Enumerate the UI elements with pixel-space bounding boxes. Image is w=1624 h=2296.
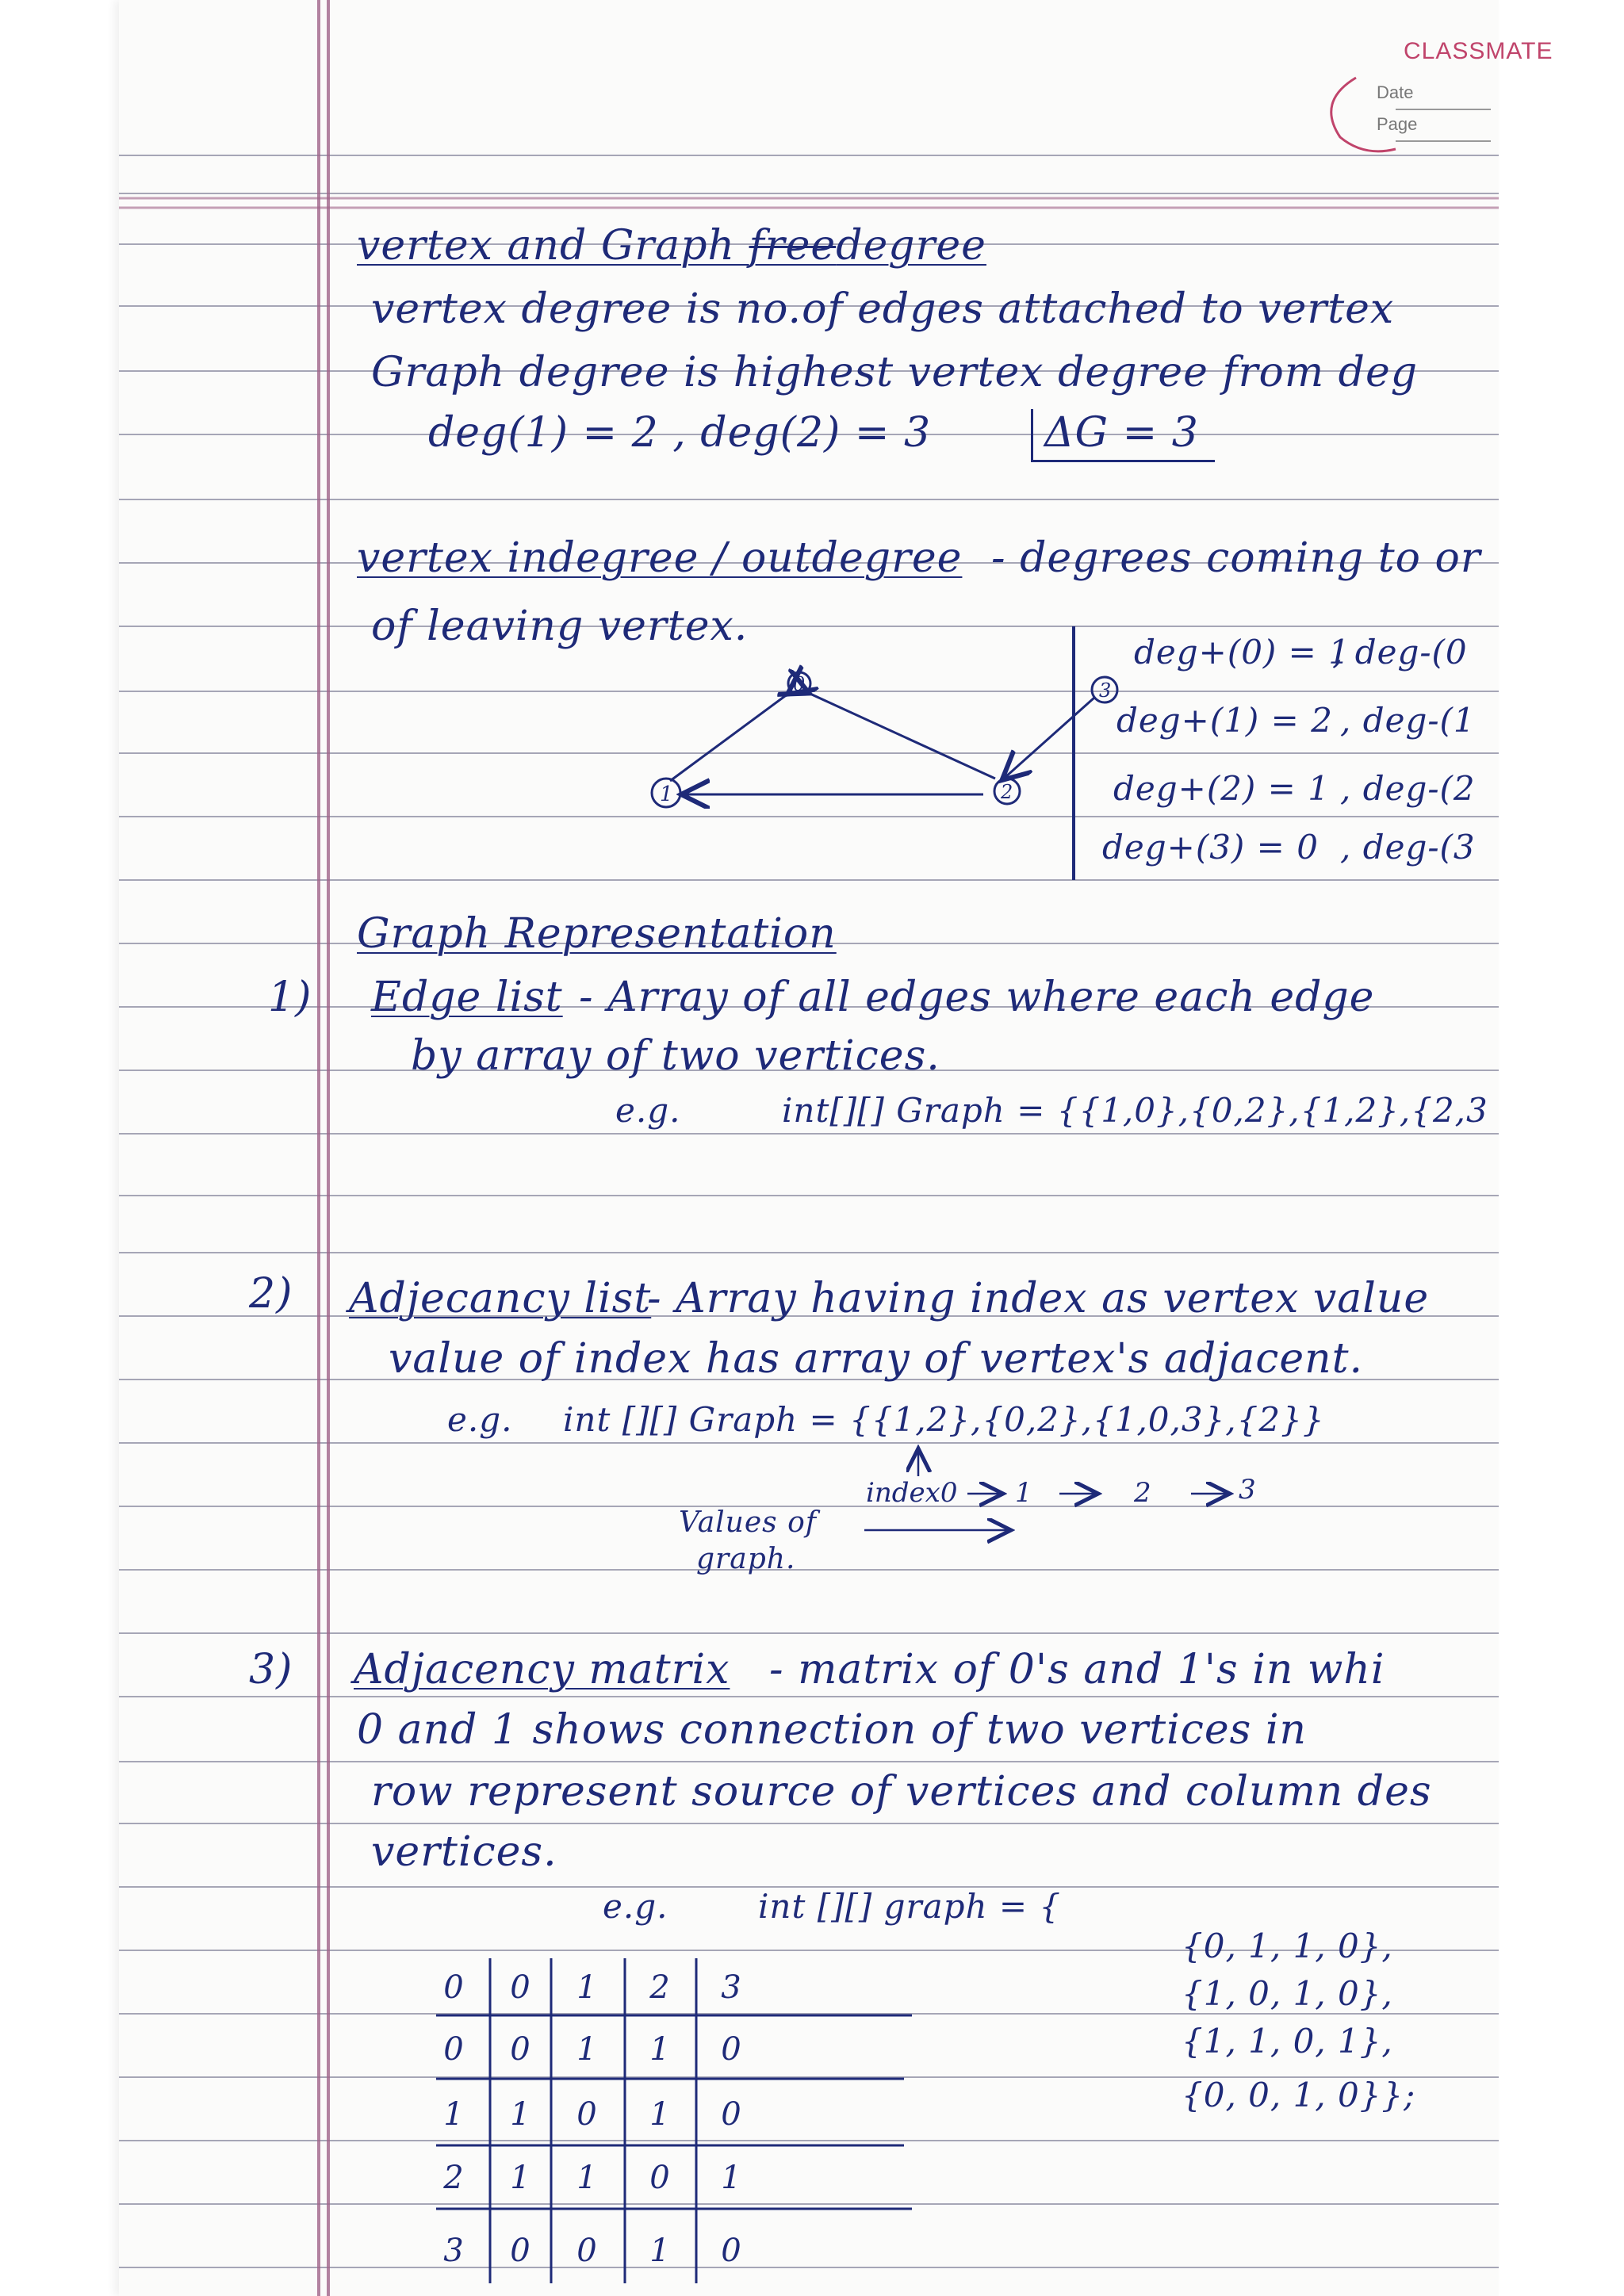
date-label: Date: [1377, 82, 1414, 102]
edge-0-2: [805, 691, 995, 779]
section3-num: 1): [268, 974, 312, 1021]
code-row-1: {1, 0, 1, 0},: [1182, 1974, 1393, 2013]
graph-label: graph.: [696, 1543, 796, 1575]
matrix-header-cell: 2: [649, 1969, 670, 2006]
code-row-2: {1, 1, 0, 1},: [1182, 2022, 1393, 2061]
section5-line1-rest: - matrix of 0's and 1's in whi: [769, 1646, 1385, 1693]
deg-row-1-plus: deg+(1) = 2: [1116, 701, 1333, 740]
brand-swoosh-icon: [1308, 62, 1491, 165]
matrix-row-label: 3: [443, 2233, 464, 2269]
section1-line2: Graph degree is highest vertex degree from deg: [371, 349, 1419, 396]
deg-row-2-minus: , deg-(2: [1340, 769, 1476, 808]
matrix-cell: 0: [721, 2233, 741, 2269]
values-of-label: Values of: [679, 1506, 818, 1539]
struck-word: free: [749, 222, 837, 270]
section5-line3: row represent source of vertices and column des: [371, 1768, 1432, 1816]
deg-row-3-minus: , deg-(3: [1340, 828, 1476, 867]
deg-example: deg(1) = 2 , deg(2) = 3: [428, 409, 932, 457]
node-0-label: 0: [793, 673, 806, 695]
code-row-3: {0, 0, 1, 0}};: [1182, 2076, 1416, 2114]
section5-line4: vertices.: [371, 1828, 557, 1876]
section4-line1-rest: - Array having index as vertex value: [647, 1275, 1430, 1322]
matrix-cell: 0: [576, 2233, 597, 2269]
node-2-label: 2: [1001, 781, 1013, 803]
section2-title: vertex indegree / outdegree: [357, 534, 963, 582]
matrix-cell: 0: [576, 2096, 597, 2133]
edge-1-0: [670, 691, 791, 781]
section3-eg-label: e.g.: [615, 1091, 681, 1130]
matrix-cell: 1: [576, 2031, 597, 2068]
code-row-0: {0, 1, 1, 0},: [1182, 1927, 1393, 1965]
matrix-header-cell: 3: [721, 1969, 741, 2006]
directed-graph-diagram: [626, 658, 1142, 832]
adjacency-matrix-table: [420, 1958, 912, 2291]
section3-line1-rest: - Array of all edges where each edge: [579, 974, 1375, 1021]
matrix-cell: 0: [510, 2233, 530, 2269]
edge-list-term: Edge list: [371, 974, 563, 1021]
section4-eg-code: int [][] Graph = {{1,2},{0,2},{1,0,3},{2}}: [563, 1400, 1325, 1439]
matrix-header-cell: 0: [443, 1969, 464, 2006]
deg-row-2-plus: deg+(2) = 1: [1113, 769, 1330, 808]
section5-eg-code: int [][] graph = {: [758, 1887, 1062, 1926]
section2-title-rest: - degrees coming to or: [991, 534, 1481, 582]
section5-line2: 0 and 1 shows connection of two vertices in: [357, 1706, 1307, 1754]
deg-row-1-minus: , deg-(1: [1340, 701, 1476, 740]
matrix-cell: 0: [510, 2031, 530, 2068]
node-3-label: 3: [1099, 679, 1112, 702]
index-label-0: index0: [866, 1477, 958, 1509]
adjacency-list-term: Adjecancy list: [349, 1275, 652, 1322]
section3-line2: by array of two vertices.: [411, 1032, 940, 1080]
matrix-row-label: 2: [443, 2160, 464, 2196]
section3-eg-code: int[][] Graph = {{1,0},{0,2},{1,2},{2,3: [782, 1091, 1488, 1130]
degree-divider: [1071, 626, 1078, 880]
matrix-cell: 1: [721, 2160, 741, 2196]
matrix-cell: 0: [649, 2160, 670, 2196]
matrix-cell: 1: [649, 2031, 670, 2068]
section5-num: 3): [249, 1646, 293, 1693]
index-label-3: 3: [1239, 1474, 1256, 1506]
section4-line2: value of index has array of vertex's adjacent.: [389, 1335, 1364, 1383]
section1-line1: vertex degree is no.of edges attached to vertex: [371, 285, 1395, 333]
matrix-cell: 1: [510, 2096, 530, 2133]
matrix-cell: 1: [649, 2096, 670, 2133]
matrix-header-cell: 1: [576, 1969, 597, 2006]
adjacency-matrix-term: Adjacency matrix: [354, 1646, 730, 1693]
matrix-header-cell: 0: [510, 1969, 530, 2006]
deg-row-0-plus: deg+(0) = 1: [1134, 633, 1350, 672]
section1-title: vertex and Graph freedegree: [357, 222, 986, 270]
index-arrow-row: [864, 1449, 1499, 1536]
matrix-cell: 1: [510, 2160, 530, 2196]
deg-row-0-minus: , deg-(0: [1332, 633, 1468, 672]
matrix-cell: 1: [649, 2233, 670, 2269]
matrix-cell: 0: [721, 2096, 741, 2133]
section2-line2: of leaving vertex.: [371, 603, 749, 650]
section4-num: 2): [249, 1270, 293, 1318]
section4-eg-label: e.g.: [447, 1400, 513, 1439]
deg-row-3-plus: deg+(3) = 0: [1102, 828, 1319, 867]
notebook-page: [119, 0, 1553, 2296]
matrix-cell: 1: [576, 2160, 597, 2196]
index-label-2: 2: [1134, 1477, 1151, 1509]
brand-logo: CLASSMATE: [1404, 38, 1553, 64]
page-label: Page: [1377, 114, 1418, 134]
matrix-row-label: 1: [443, 2096, 464, 2133]
boxed-graph-degree: ΔG = 3: [1031, 409, 1215, 462]
edge-3-2: [1005, 698, 1094, 777]
section3-title: Graph Representation: [357, 910, 837, 958]
node-1-label: 1: [660, 783, 673, 806]
section5-eg-label: e.g.: [603, 1887, 668, 1926]
matrix-cell: 0: [721, 2031, 741, 2068]
matrix-row-label: 0: [443, 2031, 464, 2068]
index-label-1: 1: [1015, 1477, 1032, 1509]
